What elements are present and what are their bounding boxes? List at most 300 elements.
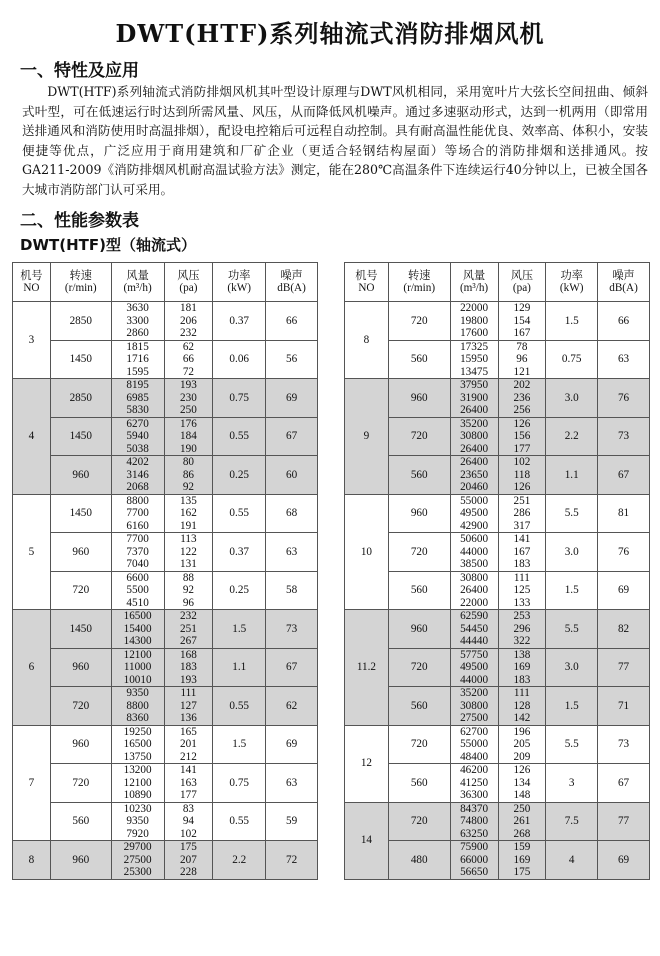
value-line: 286: [513, 507, 531, 519]
flow-cell: [111, 764, 164, 803]
value-line: 169: [513, 853, 531, 866]
value-line: 190: [180, 442, 197, 455]
flow-cell: [111, 456, 164, 495]
column-header: [546, 263, 598, 302]
column-header-unit: (m³/h): [459, 282, 489, 294]
noise-cell: 63: [598, 340, 650, 379]
column-header: [164, 263, 213, 302]
fan-number-cell: 10: [345, 494, 389, 610]
noise-cell: 76: [598, 533, 650, 572]
value-line: 127: [180, 699, 197, 712]
value-line: 133: [513, 596, 531, 609]
value-line: 131: [180, 558, 197, 570]
column-header: [50, 263, 111, 302]
flow-cell: [450, 687, 498, 726]
value-line: 228: [180, 866, 197, 878]
table-row: [13, 340, 318, 379]
speed-cell: 720: [50, 764, 111, 803]
value-line: 156: [513, 430, 531, 442]
speed-cell: 720: [388, 802, 450, 841]
value-line: 55000: [460, 738, 489, 750]
speed-cell: 720: [50, 571, 111, 610]
value-line: 6270: [126, 417, 149, 430]
value-line: 202: [513, 379, 531, 391]
speed-cell: 960: [50, 725, 111, 764]
value-line: 169: [513, 661, 531, 673]
value-line: 102: [180, 827, 197, 840]
power-cell: 0.55: [213, 687, 266, 726]
table-row: [345, 610, 650, 649]
value-line: 165: [180, 725, 197, 738]
table-row: [13, 533, 318, 572]
pressure-cell: [164, 610, 213, 649]
noise-cell: 56: [266, 340, 318, 379]
value-line: 29700: [123, 841, 152, 853]
value-line: 62590: [460, 610, 489, 622]
noise-cell: 67: [266, 417, 318, 456]
value-line: 6160: [126, 519, 149, 532]
value-line: 19250: [123, 725, 152, 738]
column-header: [213, 263, 266, 302]
column-header-unit: (kW): [227, 282, 252, 294]
value-line: 296: [513, 622, 531, 635]
value-line: 177: [180, 789, 197, 801]
speed-cell: 560: [50, 802, 111, 841]
flow-cell: [111, 417, 164, 456]
flow-cell: [111, 687, 164, 726]
fan-number-cell: 5: [13, 494, 51, 610]
column-header-unit: NO: [23, 282, 40, 294]
value-line: 14300: [123, 635, 152, 647]
flow-cell: [111, 648, 164, 687]
flow-cell: [111, 841, 164, 880]
value-line: 38500: [460, 558, 489, 570]
flow-cell: [450, 725, 498, 764]
value-line: 232: [180, 327, 197, 339]
pressure-cell: [498, 841, 546, 880]
noise-cell: 63: [266, 533, 318, 572]
pressure-cell: [164, 533, 213, 572]
power-cell: 0.25: [213, 456, 266, 495]
section-heading-parameters: 二、性能参数表: [20, 211, 139, 231]
value-line: 205: [513, 738, 531, 750]
value-line: 175: [513, 866, 531, 878]
noise-cell: 69: [266, 725, 318, 764]
value-line: 8800: [126, 699, 149, 712]
power-cell: 3.0: [546, 648, 598, 687]
value-line: 31900: [460, 391, 489, 404]
features-paragraph: DWT(HTF)系列轴流式消防排烟风机其叶型设计原理与DWT风机相同，采用宽叶片大弦长空间扭曲、倾斜式叶型，可在低速运行时达到所需风量、风压，从而降低风机噪声。通过多速驱动形式，达到一机两用（即常用送排通风和消防使用时高温排烟），配设电控箱后可远程自动控制。具有耐高温性能优良、效率高、体积小，安装便捷等优点，广泛应用于商用建筑和厂矿企业（更适合轻钢结构屋面）等场合的消防排烟和送排通风。按GA211-2009《消防排烟风机耐高温试验方法》测定，能在280℃高温条件下连续运行40分钟以上，已被全国各大城市消防部门认可采用。: [22, 84, 648, 197]
value-line: 22000: [460, 302, 489, 314]
column-header-name: 噪声: [612, 269, 635, 282]
value-line: 30800: [460, 430, 489, 442]
power-cell: 5.5: [546, 725, 598, 764]
noise-cell: 68: [266, 494, 318, 533]
speed-cell: 720: [50, 687, 111, 726]
flow-cell: [450, 494, 498, 533]
header-row: [13, 263, 318, 302]
value-line: 128: [513, 699, 531, 712]
fan-number-cell: 9: [345, 379, 389, 495]
pressure-cell: [498, 764, 546, 803]
value-line: 54450: [460, 622, 489, 635]
flow-cell: [450, 571, 498, 610]
table-row: [13, 802, 318, 841]
pressure-cell: [498, 302, 546, 341]
power-cell: 1.1: [213, 648, 266, 687]
value-line: 50600: [460, 533, 489, 545]
fan-number-cell: 3: [13, 302, 51, 379]
value-line: 4202: [126, 456, 149, 468]
table-row: [13, 764, 318, 803]
flow-cell: [111, 533, 164, 572]
value-line: 236: [513, 391, 531, 404]
value-line: 30800: [460, 699, 489, 712]
pressure-cell: [164, 456, 213, 495]
value-line: 317: [513, 519, 531, 532]
column-header-unit: NO: [358, 282, 375, 294]
power-cell: 0.75: [213, 379, 266, 418]
power-cell: 0.37: [213, 533, 266, 572]
table-row: [345, 417, 650, 456]
noise-cell: 66: [266, 302, 318, 341]
value-line: 183: [180, 661, 197, 673]
value-line: 26400: [460, 456, 489, 468]
header-row: [345, 263, 650, 302]
value-line: 212: [180, 750, 197, 763]
value-line: 118: [513, 468, 531, 481]
pressure-cell: [498, 417, 546, 456]
power-cell: 3.0: [546, 533, 598, 572]
power-cell: 2.2: [213, 841, 266, 880]
pressure-cell: [164, 494, 213, 533]
table-row: [345, 379, 650, 418]
column-header: [388, 263, 450, 302]
column-header-name: 噪声: [280, 269, 303, 282]
fan-number-cell: 8: [13, 841, 51, 880]
column-header-name: 转速: [408, 269, 431, 282]
noise-cell: 69: [598, 571, 650, 610]
power-cell: 0.55: [213, 417, 266, 456]
value-line: 35200: [460, 687, 489, 699]
table-row: [345, 456, 650, 495]
value-line: 92: [182, 584, 194, 596]
value-line: 25300: [123, 866, 152, 878]
value-line: 167: [513, 545, 531, 558]
speed-cell: 1450: [50, 340, 111, 379]
value-line: 6985: [126, 391, 149, 404]
speed-cell: 560: [388, 340, 450, 379]
noise-cell: 81: [598, 494, 650, 533]
power-cell: 0.75: [546, 340, 598, 379]
value-line: 8195: [126, 379, 149, 391]
power-cell: 1.5: [213, 725, 266, 764]
noise-cell: 77: [598, 648, 650, 687]
column-header-name: 机号: [20, 269, 43, 282]
value-line: 256: [513, 404, 531, 416]
pressure-cell: [164, 764, 213, 803]
value-line: 17600: [460, 327, 489, 339]
table-row: [345, 725, 650, 764]
column-header: [498, 263, 546, 302]
value-line: 22000: [460, 596, 489, 609]
column-header: [266, 263, 318, 302]
noise-cell: 71: [598, 687, 650, 726]
speed-cell: 720: [388, 533, 450, 572]
pressure-cell: [498, 725, 546, 764]
flow-cell: [450, 533, 498, 572]
pressure-cell: [498, 687, 546, 726]
value-line: 84370: [460, 802, 489, 815]
value-line: 94: [182, 815, 194, 827]
power-cell: 1.5: [546, 571, 598, 610]
column-header-name: 转速: [69, 269, 92, 282]
value-line: 15400: [123, 622, 152, 635]
power-cell: 4: [546, 841, 598, 880]
power-cell: 0.55: [213, 494, 266, 533]
value-line: 1815: [126, 340, 149, 353]
value-line: 19800: [460, 314, 489, 327]
speed-cell: 2850: [50, 379, 111, 418]
table-row: [345, 687, 650, 726]
value-line: 126: [513, 481, 531, 493]
flow-cell: [450, 648, 498, 687]
value-line: 253: [513, 610, 531, 622]
fan-number-cell: 12: [345, 725, 389, 802]
noise-cell: 67: [598, 764, 650, 803]
pressure-cell: [164, 648, 213, 687]
flow-cell: [450, 802, 498, 841]
value-line: 163: [180, 776, 197, 789]
value-line: 111: [513, 687, 530, 699]
value-line: 206: [180, 314, 197, 327]
performance-table-right: [344, 262, 650, 880]
column-header-unit: (pa): [512, 282, 531, 294]
value-line: 3146: [126, 468, 149, 481]
noise-cell: 73: [266, 610, 318, 649]
page-title: DWT(HTF)系列轴流式消防排烟风机: [115, 19, 545, 48]
table-row: [345, 340, 650, 379]
value-line: 15950: [460, 353, 489, 365]
column-header-unit: dB(A): [609, 282, 638, 294]
value-line: 62700: [460, 725, 489, 738]
value-line: 1716: [126, 353, 149, 365]
table-subheading: DWT(HTF)型（轴流式）: [20, 236, 196, 254]
pressure-cell: [498, 802, 546, 841]
noise-cell: 69: [598, 841, 650, 880]
value-line: 183: [513, 558, 531, 570]
table-row: [13, 571, 318, 610]
value-line: 6600: [126, 571, 149, 584]
speed-cell: 720: [388, 648, 450, 687]
speed-cell: 960: [50, 533, 111, 572]
value-line: 168: [180, 648, 197, 661]
value-line: 75900: [460, 841, 489, 853]
value-line: 72: [182, 365, 194, 378]
value-line: 66000: [460, 853, 489, 866]
value-line: 74800: [460, 815, 489, 827]
power-cell: 2.2: [546, 417, 598, 456]
speed-cell: 480: [388, 841, 450, 880]
flow-cell: [111, 725, 164, 764]
value-line: 122: [180, 545, 197, 558]
value-line: 196: [513, 725, 531, 738]
value-line: 176: [180, 417, 197, 430]
pressure-cell: [164, 687, 213, 726]
speed-cell: 720: [388, 302, 450, 341]
noise-cell: 58: [266, 571, 318, 610]
value-line: 11000: [123, 661, 152, 673]
value-line: 1595: [126, 365, 149, 378]
table-row: [345, 648, 650, 687]
pressure-cell: [498, 571, 546, 610]
noise-cell: 77: [598, 802, 650, 841]
table-row: [13, 494, 318, 533]
value-line: 2068: [126, 481, 149, 493]
value-line: 27500: [123, 853, 152, 866]
value-line: 141: [180, 764, 197, 776]
value-line: 37950: [460, 379, 489, 391]
value-line: 7040: [126, 558, 149, 570]
value-line: 5830: [126, 404, 149, 416]
table-row: [13, 841, 318, 880]
power-cell: 7.5: [546, 802, 598, 841]
value-line: 13200: [123, 764, 152, 776]
speed-cell: 720: [388, 417, 450, 456]
pressure-cell: [164, 379, 213, 418]
value-line: 4510: [126, 596, 149, 609]
power-cell: 3.0: [546, 379, 598, 418]
value-line: 8360: [126, 712, 149, 724]
value-line: 30800: [460, 571, 489, 584]
value-line: 134: [513, 776, 531, 789]
flow-cell: [111, 610, 164, 649]
value-line: 17325: [460, 340, 489, 353]
value-line: 7700: [126, 507, 149, 519]
flow-cell: [450, 610, 498, 649]
value-line: 209: [513, 750, 531, 763]
noise-cell: 76: [598, 379, 650, 418]
table-row: [13, 610, 318, 649]
speed-cell: 560: [388, 687, 450, 726]
value-line: 96: [516, 353, 528, 365]
value-line: 111: [180, 687, 197, 699]
value-line: 181: [180, 302, 197, 314]
flow-cell: [450, 841, 498, 880]
value-line: 159: [513, 841, 531, 853]
value-line: 121: [513, 365, 531, 378]
pressure-cell: [164, 841, 213, 880]
speed-cell: 960: [50, 648, 111, 687]
power-cell: 0.75: [213, 764, 266, 803]
value-line: 46200: [460, 764, 489, 776]
value-line: 16500: [123, 738, 152, 750]
table-row: [345, 802, 650, 841]
value-line: 88: [182, 571, 194, 584]
flow-cell: [450, 379, 498, 418]
value-line: 5940: [126, 430, 149, 442]
flow-cell: [111, 340, 164, 379]
value-line: 207: [180, 853, 197, 866]
value-line: 102: [513, 456, 531, 468]
value-line: 96: [182, 596, 194, 609]
power-cell: 5.5: [546, 494, 598, 533]
pressure-cell: [498, 494, 546, 533]
flow-cell: [111, 494, 164, 533]
flow-cell: [111, 302, 164, 341]
value-line: 193: [180, 673, 197, 686]
flow-cell: [450, 417, 498, 456]
value-line: 126: [513, 417, 531, 430]
column-header: [345, 263, 389, 302]
value-line: 55000: [460, 494, 489, 507]
value-line: 92: [182, 481, 194, 493]
value-line: 154: [513, 314, 531, 327]
value-line: 26400: [460, 584, 489, 596]
flow-cell: [450, 456, 498, 495]
value-line: 250: [513, 802, 531, 815]
value-line: 184: [180, 430, 197, 442]
column-header-unit: (pa): [179, 282, 198, 294]
flow-cell: [450, 302, 498, 341]
column-header-unit: (r/min): [64, 282, 97, 294]
value-line: 251: [513, 494, 531, 507]
flow-cell: [111, 571, 164, 610]
speed-cell: 960: [50, 841, 111, 880]
column-header-name: 功率: [560, 269, 583, 282]
value-line: 9350: [126, 687, 149, 699]
noise-cell: 62: [266, 687, 318, 726]
value-line: 113: [180, 533, 197, 545]
value-line: 322: [513, 635, 531, 647]
fan-number-cell: 11.2: [345, 610, 389, 726]
table-row: [345, 494, 650, 533]
flow-cell: [450, 764, 498, 803]
fan-number-cell: 7: [13, 725, 51, 841]
value-line: 136: [180, 712, 197, 724]
power-cell: 1.5: [213, 610, 266, 649]
pressure-cell: [164, 725, 213, 764]
value-line: 167: [513, 327, 531, 339]
value-line: 57750: [460, 648, 489, 661]
power-cell: 1.5: [546, 302, 598, 341]
column-header-name: 风压: [177, 269, 200, 282]
noise-cell: 59: [266, 802, 318, 841]
value-line: 267: [180, 635, 197, 647]
table-row: [345, 764, 650, 803]
speed-cell: 560: [388, 764, 450, 803]
value-line: 261: [513, 815, 531, 827]
noise-cell: 69: [266, 379, 318, 418]
speed-cell: 960: [388, 494, 450, 533]
speed-cell: 1450: [50, 417, 111, 456]
value-line: 175: [180, 841, 197, 853]
value-line: 10230: [123, 802, 152, 815]
column-header-unit: (m³/h): [123, 282, 152, 294]
value-line: 27500: [460, 712, 489, 724]
fan-number-cell: 4: [13, 379, 51, 495]
table-row: [13, 417, 318, 456]
power-cell: 0.37: [213, 302, 266, 341]
value-line: 148: [513, 789, 531, 801]
power-cell: 0.55: [213, 802, 266, 841]
value-line: 10010: [123, 673, 152, 686]
pressure-cell: [498, 533, 546, 572]
pressure-cell: [498, 340, 546, 379]
speed-cell: 560: [388, 456, 450, 495]
value-line: 13750: [123, 750, 152, 763]
speed-cell: 560: [388, 571, 450, 610]
